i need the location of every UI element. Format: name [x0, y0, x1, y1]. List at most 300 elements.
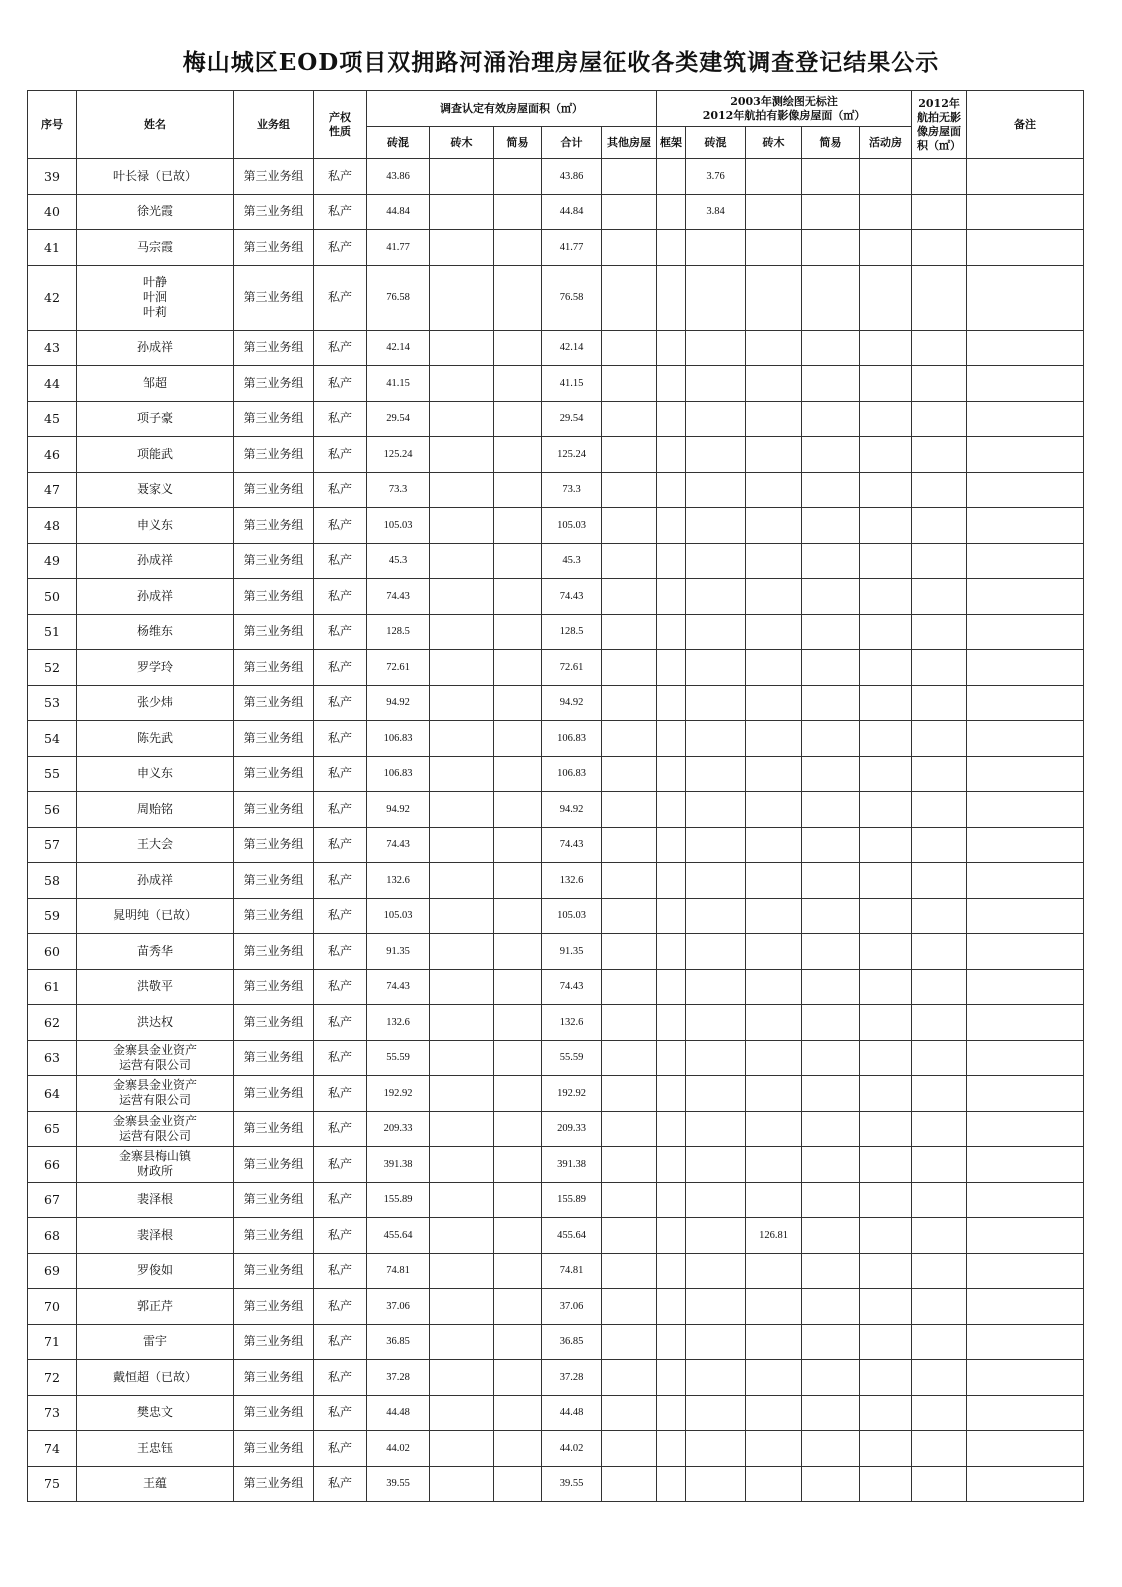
cell-nature: 私产	[314, 1147, 367, 1183]
cell-mobile	[860, 792, 912, 828]
cell-seq: 49	[28, 543, 77, 579]
cell-other	[602, 1005, 657, 1041]
cell-seq: 69	[28, 1253, 77, 1289]
cell-remarks	[967, 230, 1084, 266]
cell-brick-concrete-2	[686, 685, 746, 721]
table-row	[28, 721, 1084, 757]
cell-mobile	[860, 472, 912, 508]
cell-other	[602, 1431, 657, 1467]
cell-brick-concrete-2	[686, 508, 746, 544]
cell-simple-2	[802, 437, 860, 473]
cell-remarks	[967, 1076, 1084, 1112]
cell-simple-2	[802, 1253, 860, 1289]
cell-seq: 50	[28, 579, 77, 615]
cell-name	[77, 1005, 234, 1041]
cell-brick-wood-2	[746, 1466, 802, 1502]
cell-frame	[657, 934, 686, 970]
cell-name-line: 运营有限公司	[118, 1057, 191, 1072]
cell-remarks	[967, 1360, 1084, 1396]
cell-brick-concrete-2	[686, 1253, 746, 1289]
cell-frame	[657, 685, 686, 721]
cell-mobile	[860, 1111, 912, 1147]
cell-other	[602, 230, 657, 266]
cell-brick-concrete-2	[686, 1111, 746, 1147]
cell-other	[602, 1076, 657, 1112]
cell-group: 第三业务组	[234, 1466, 314, 1502]
cell-brick-wood-2	[746, 1040, 802, 1076]
cell-other	[602, 614, 657, 650]
cell-other	[602, 1360, 657, 1396]
cell-total: 74.43	[542, 579, 602, 615]
cell-brick-wood-2	[746, 1360, 802, 1396]
cell-brick-wood	[430, 265, 494, 330]
cell-frame	[657, 1040, 686, 1076]
cell-seq: 59	[28, 898, 77, 934]
cell-remarks	[967, 159, 1084, 195]
cell-simple-2	[802, 1431, 860, 1467]
cell-name-line: 叶静	[142, 275, 167, 289]
cell-nature: 私产	[314, 1218, 367, 1254]
cell-name-line: 财政所	[136, 1164, 173, 1179]
cell-total: 391.38	[542, 1147, 602, 1183]
cell-name	[77, 265, 234, 330]
page-title: 梅山城区EOD项目双拥路河涌治理房屋征收各类建筑调查登记结果公示	[182, 49, 940, 76]
cell-name	[77, 1182, 234, 1218]
cell-brick-wood	[430, 508, 494, 544]
cell-other	[602, 330, 657, 366]
cell-total: 41.77	[542, 230, 602, 266]
cell-brick-wood-2	[746, 437, 802, 473]
cell-brick-concrete-2	[686, 1005, 746, 1041]
cell-total: 106.83	[542, 721, 602, 757]
cell-group: 第三业务组	[234, 1218, 314, 1254]
cell-nature: 私产	[314, 1395, 367, 1431]
cell-total: 132.6	[542, 1005, 602, 1041]
cell-seq: 57	[28, 827, 77, 863]
cell-brick-wood-2	[746, 792, 802, 828]
cell-other	[602, 863, 657, 899]
cell-name	[77, 650, 234, 686]
cell-total: 128.5	[542, 614, 602, 650]
cell-nature: 私产	[314, 265, 367, 330]
cell-nature: 私产	[314, 230, 367, 266]
cell-name	[77, 792, 234, 828]
cell-simple	[494, 1182, 542, 1218]
cell-frame	[657, 194, 686, 230]
cell-brick-concrete-2	[686, 1218, 746, 1254]
cell-brick-wood-2	[746, 472, 802, 508]
cell-total: 37.06	[542, 1289, 602, 1325]
cell-total: 36.85	[542, 1324, 602, 1360]
cell-name	[77, 969, 234, 1005]
cell-brick-concrete-2	[686, 579, 746, 615]
cell-seq: 62	[28, 1005, 77, 1041]
cell-frame	[657, 863, 686, 899]
cell-brick-concrete: 55.59	[367, 1040, 430, 1076]
cell-simple-2	[802, 1395, 860, 1431]
cell-brick-concrete: 44.02	[367, 1431, 430, 1467]
table-row	[28, 265, 1084, 330]
cell-total: 455.64	[542, 1218, 602, 1254]
cell-no-image-2012	[912, 437, 967, 473]
cell-brick-wood-2	[746, 1324, 802, 1360]
cell-brick-concrete-2	[686, 863, 746, 899]
cell-seq: 45	[28, 401, 77, 437]
header-2003-unmarked-line1: 2003年测绘图无标注	[730, 94, 838, 108]
cell-name	[77, 1253, 234, 1289]
cell-mobile	[860, 650, 912, 686]
table-row	[28, 650, 1084, 686]
cell-brick-wood-2	[746, 330, 802, 366]
cell-total: 74.43	[542, 827, 602, 863]
cell-brick-wood	[430, 1360, 494, 1396]
cell-group: 第三业务组	[234, 685, 314, 721]
cell-brick-wood	[430, 366, 494, 402]
cell-brick-wood	[430, 401, 494, 437]
table-row	[28, 1253, 1084, 1289]
cell-frame	[657, 969, 686, 1005]
cell-remarks	[967, 437, 1084, 473]
cell-brick-concrete: 106.83	[367, 721, 430, 757]
cell-other	[602, 472, 657, 508]
cell-other	[602, 194, 657, 230]
cell-group: 第三业务组	[234, 1076, 314, 1112]
cell-brick-wood	[430, 1218, 494, 1254]
header-frame: 框架	[657, 127, 686, 159]
cell-remarks	[967, 756, 1084, 792]
cell-no-image-2012	[912, 230, 967, 266]
cell-no-image-2012	[912, 194, 967, 230]
table-body	[28, 159, 1084, 1502]
cell-name-line: 聂家义	[136, 482, 173, 497]
cell-remarks	[967, 194, 1084, 230]
cell-brick-concrete-2	[686, 1324, 746, 1360]
cell-group: 第三业务组	[234, 472, 314, 508]
cell-other	[602, 969, 657, 1005]
cell-simple-2	[802, 863, 860, 899]
cell-group: 第三业务组	[234, 401, 314, 437]
cell-name-line: 罗学玲	[136, 659, 173, 674]
cell-mobile	[860, 1005, 912, 1041]
cell-group: 第三业务组	[234, 330, 314, 366]
cell-brick-wood	[430, 614, 494, 650]
cell-brick-wood	[430, 330, 494, 366]
cell-group: 第三业务组	[234, 650, 314, 686]
cell-name	[77, 437, 234, 473]
cell-brick-concrete: 391.38	[367, 1147, 430, 1183]
cell-brick-concrete: 39.55	[367, 1466, 430, 1502]
cell-brick-concrete-2	[686, 756, 746, 792]
cell-other	[602, 1289, 657, 1325]
cell-name-line: 运营有限公司	[118, 1093, 191, 1108]
cell-other	[602, 401, 657, 437]
cell-simple-2	[802, 1076, 860, 1112]
cell-simple	[494, 1431, 542, 1467]
table-row	[28, 472, 1084, 508]
cell-seq: 71	[28, 1324, 77, 1360]
cell-seq: 52	[28, 650, 77, 686]
cell-nature: 私产	[314, 1253, 367, 1289]
cell-brick-concrete-2	[686, 721, 746, 757]
cell-simple	[494, 614, 542, 650]
cell-brick-concrete-2	[686, 1360, 746, 1396]
cell-seq: 51	[28, 614, 77, 650]
cell-brick-wood	[430, 472, 494, 508]
cell-simple-2	[802, 472, 860, 508]
cell-frame	[657, 614, 686, 650]
table-row	[28, 508, 1084, 544]
cell-seq: 54	[28, 721, 77, 757]
cell-simple	[494, 330, 542, 366]
cell-brick-concrete-2	[686, 614, 746, 650]
cell-frame	[657, 1147, 686, 1183]
cell-mobile	[860, 934, 912, 970]
cell-name-line: 徐光霞	[136, 204, 173, 219]
cell-simple-2	[802, 265, 860, 330]
header-brick-wood: 砖木	[430, 127, 494, 159]
cell-group: 第三业务组	[234, 1147, 314, 1183]
cell-name-line: 张少炜	[136, 695, 173, 710]
table-row	[28, 1395, 1084, 1431]
cell-remarks	[967, 1431, 1084, 1467]
cell-frame	[657, 366, 686, 402]
cell-remarks	[967, 1395, 1084, 1431]
cell-nature: 私产	[314, 827, 367, 863]
cell-other	[602, 1147, 657, 1183]
cell-seq: 58	[28, 863, 77, 899]
cell-no-image-2012	[912, 934, 967, 970]
cell-brick-wood-2	[746, 1431, 802, 1467]
cell-mobile	[860, 159, 912, 195]
cell-group: 第三业务组	[234, 756, 314, 792]
cell-other	[602, 437, 657, 473]
cell-brick-wood	[430, 898, 494, 934]
table-header	[28, 91, 1084, 159]
cell-name-line: 王大会	[136, 837, 173, 852]
cell-name	[77, 401, 234, 437]
cell-nature: 私产	[314, 543, 367, 579]
cell-brick-concrete-2	[686, 934, 746, 970]
cell-mobile	[860, 1253, 912, 1289]
header-brick-wood-2: 砖木	[746, 127, 802, 159]
cell-brick-concrete: 94.92	[367, 685, 430, 721]
cell-mobile	[860, 1360, 912, 1396]
cell-simple-2	[802, 401, 860, 437]
cell-brick-concrete: 37.28	[367, 1360, 430, 1396]
cell-total: 94.92	[542, 792, 602, 828]
cell-name	[77, 330, 234, 366]
cell-group: 第三业务组	[234, 159, 314, 195]
cell-brick-wood	[430, 159, 494, 195]
cell-name	[77, 1395, 234, 1431]
cell-simple-2	[802, 194, 860, 230]
cell-brick-wood	[430, 827, 494, 863]
cell-mobile	[860, 1324, 912, 1360]
cell-seq: 61	[28, 969, 77, 1005]
cell-brick-concrete: 44.48	[367, 1395, 430, 1431]
cell-nature: 私产	[314, 194, 367, 230]
cell-brick-wood	[430, 579, 494, 615]
cell-mobile	[860, 1395, 912, 1431]
cell-brick-concrete-2	[686, 792, 746, 828]
cell-other	[602, 827, 657, 863]
cell-brick-wood-2	[746, 685, 802, 721]
cell-simple	[494, 230, 542, 266]
cell-other	[602, 159, 657, 195]
cell-brick-concrete-2	[686, 330, 746, 366]
cell-nature: 私产	[314, 898, 367, 934]
cell-simple	[494, 1253, 542, 1289]
cell-remarks	[967, 898, 1084, 934]
cell-frame	[657, 230, 686, 266]
cell-seq: 68	[28, 1218, 77, 1254]
table-row	[28, 756, 1084, 792]
cell-other	[602, 934, 657, 970]
cell-name-line: 项能武	[136, 446, 173, 461]
cell-brick-concrete: 91.35	[367, 934, 430, 970]
cell-other	[602, 685, 657, 721]
cell-no-image-2012	[912, 685, 967, 721]
cell-name-line: 周贻铭	[136, 801, 173, 816]
cell-brick-wood-2	[746, 721, 802, 757]
cell-brick-concrete: 72.61	[367, 650, 430, 686]
cell-other	[602, 1466, 657, 1502]
cell-frame	[657, 756, 686, 792]
cell-frame	[657, 1324, 686, 1360]
header-simple: 简易	[494, 127, 542, 159]
cell-name-line: 叶长禄（已故）	[112, 168, 197, 183]
cell-brick-concrete-2	[686, 1289, 746, 1325]
cell-group: 第三业务组	[234, 265, 314, 330]
cell-brick-wood-2	[746, 1253, 802, 1289]
cell-simple-2	[802, 827, 860, 863]
cell-no-image-2012	[912, 1466, 967, 1502]
cell-seq: 46	[28, 437, 77, 473]
table-row	[28, 1040, 1084, 1076]
header-brick-concrete: 砖混	[367, 127, 430, 159]
cell-simple-2	[802, 1182, 860, 1218]
cell-nature: 私产	[314, 650, 367, 686]
cell-group: 第三业务组	[234, 898, 314, 934]
cell-frame	[657, 401, 686, 437]
cell-name	[77, 1466, 234, 1502]
cell-total: 37.28	[542, 1360, 602, 1396]
cell-name-line: 叶洄	[142, 290, 167, 304]
cell-brick-wood-2: 126.81	[746, 1218, 802, 1254]
cell-name-line: 戴恒超（已故）	[112, 1369, 197, 1384]
cell-simple	[494, 934, 542, 970]
cell-brick-wood-2	[746, 265, 802, 330]
cell-mobile	[860, 1466, 912, 1502]
cell-brick-concrete: 132.6	[367, 863, 430, 899]
cell-group: 第三业务组	[234, 1182, 314, 1218]
cell-no-image-2012	[912, 1395, 967, 1431]
cell-name	[77, 508, 234, 544]
cell-brick-concrete: 41.77	[367, 230, 430, 266]
cell-simple-2	[802, 1289, 860, 1325]
cell-name-line: 裴泽根	[136, 1192, 173, 1207]
cell-frame	[657, 827, 686, 863]
cell-name-line: 杨维东	[136, 624, 173, 639]
cell-simple	[494, 472, 542, 508]
cell-brick-wood	[430, 1076, 494, 1112]
header-total: 合计	[542, 127, 602, 159]
cell-brick-wood	[430, 721, 494, 757]
table-row	[28, 1182, 1084, 1218]
cell-simple-2	[802, 543, 860, 579]
cell-brick-wood-2	[746, 1182, 802, 1218]
cell-simple	[494, 1218, 542, 1254]
table-row	[28, 159, 1084, 195]
cell-total: 45.3	[542, 543, 602, 579]
cell-group: 第三业务组	[234, 792, 314, 828]
cell-simple-2	[802, 1040, 860, 1076]
cell-nature: 私产	[314, 401, 367, 437]
cell-mobile	[860, 1218, 912, 1254]
header-2012-no-image-text: 2012年航拍无影像房屋面积（㎡）	[917, 96, 962, 152]
cell-frame	[657, 1360, 686, 1396]
cell-simple	[494, 366, 542, 402]
cell-brick-wood-2	[746, 827, 802, 863]
cell-total: 105.03	[542, 898, 602, 934]
cell-total: 74.43	[542, 969, 602, 1005]
cell-group: 第三业务组	[234, 230, 314, 266]
table-row	[28, 330, 1084, 366]
cell-frame	[657, 1289, 686, 1325]
cell-brick-concrete: 36.85	[367, 1324, 430, 1360]
cell-other	[602, 1218, 657, 1254]
cell-frame	[657, 508, 686, 544]
cell-group: 第三业务组	[234, 614, 314, 650]
cell-brick-wood-2	[746, 543, 802, 579]
cell-simple-2	[802, 934, 860, 970]
cell-no-image-2012	[912, 472, 967, 508]
cell-no-image-2012	[912, 650, 967, 686]
cell-brick-concrete: 105.03	[367, 898, 430, 934]
cell-name	[77, 1111, 234, 1147]
cell-brick-wood	[430, 756, 494, 792]
cell-other	[602, 898, 657, 934]
cell-nature: 私产	[314, 685, 367, 721]
cell-no-image-2012	[912, 721, 967, 757]
cell-simple	[494, 1466, 542, 1502]
cell-frame	[657, 265, 686, 330]
cell-nature: 私产	[314, 1360, 367, 1396]
cell-nature: 私产	[314, 1466, 367, 1502]
cell-brick-wood	[430, 1466, 494, 1502]
cell-group: 第三业务组	[234, 437, 314, 473]
cell-brick-concrete-2	[686, 1147, 746, 1183]
cell-brick-concrete: 74.43	[367, 827, 430, 863]
cell-brick-wood	[430, 969, 494, 1005]
cell-brick-concrete-2	[686, 1182, 746, 1218]
cell-simple-2	[802, 756, 860, 792]
cell-total: 132.6	[542, 863, 602, 899]
cell-group: 第三业务组	[234, 1360, 314, 1396]
table-row	[28, 1076, 1084, 1112]
cell-total: 44.84	[542, 194, 602, 230]
cell-simple-2	[802, 1111, 860, 1147]
cell-brick-wood-2	[746, 366, 802, 402]
cell-no-image-2012	[912, 265, 967, 330]
cell-name	[77, 1324, 234, 1360]
cell-simple	[494, 159, 542, 195]
cell-nature: 私产	[314, 756, 367, 792]
cell-name-line: 申义东	[136, 766, 173, 781]
cell-name	[77, 1431, 234, 1467]
table-row	[28, 579, 1084, 615]
cell-brick-concrete: 42.14	[367, 330, 430, 366]
